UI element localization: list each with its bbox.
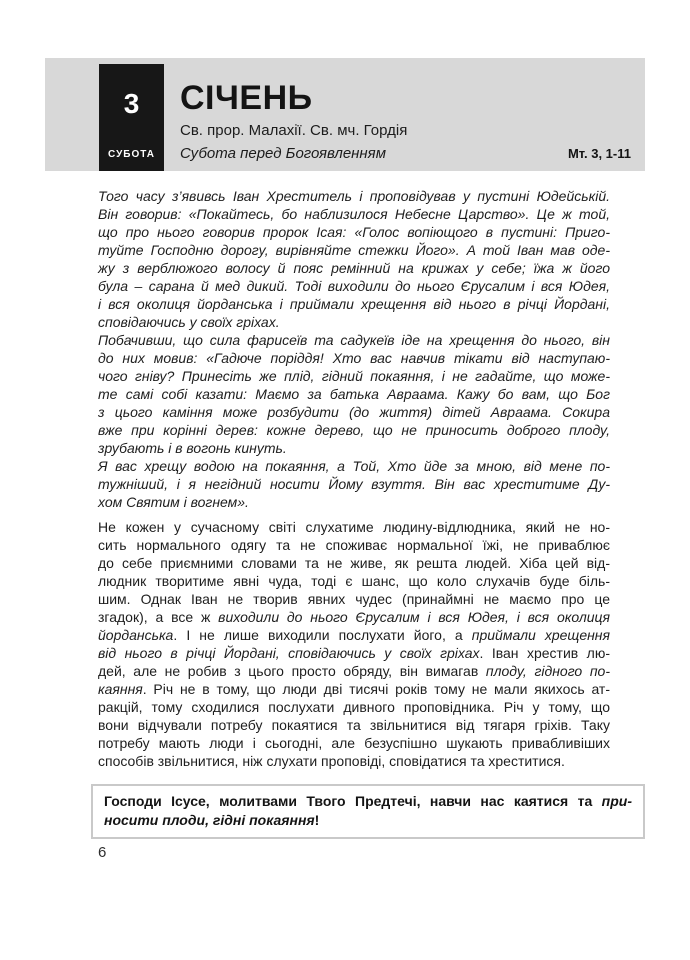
- text-line: хом Святим і вогнем».: [98, 494, 249, 510]
- text-line: сповідаючись у своїх гріхах.: [98, 314, 280, 330]
- text-line: була – сарана й мед дикий. Тоді виходили до нього Єрусалим і вся Юдея,: [98, 278, 610, 294]
- text-line: каяння. Річ не в тому, що люди дві тисячі років тому не мали якихось ат-: [98, 681, 610, 697]
- month-title: СІЧЕНЬ: [180, 79, 313, 117]
- text-line: сить нормального одягу та не споживає нормальної їжі, не приваблює: [98, 537, 610, 553]
- liturgical-row: [180, 144, 637, 164]
- text-line: людник творитиме явні чуда, тоді є шанс, що коло слухачів буде біль-: [98, 573, 610, 589]
- header-title-block: [180, 58, 637, 171]
- text-line: від нього в річці Йордані, сповідаючись у своїх гріхах. Іван хрестив лю-: [98, 645, 610, 661]
- gospel-paragraph-3: [98, 457, 610, 511]
- text-line: йорданська. І не лише виходили послухати його, а приймали хрещення: [98, 627, 610, 643]
- text-line: вже при корінні дерев: кожне дерево, що не приносить доброго плоду,: [98, 422, 610, 438]
- text-line: жу з верблюжого волосу й пояс ремінний на крижах у себе; їжа ж його: [98, 260, 610, 276]
- text-line: і вся околиця йорданська і приймали хрещення від нього в річці Йордані,: [98, 296, 610, 312]
- text-line: тужніший, і я негідний носити Йому взуття. Він вас хреститиме Ду-: [98, 476, 610, 492]
- date-box: [99, 64, 164, 171]
- text-line: Я вас хрещу водою на покаяння, а Той, Хто йде за мною, від мене по-: [98, 458, 610, 474]
- gospel-reading: [98, 187, 610, 511]
- text-line: з цього каміння може розбудити (до життя) дітей Авраама. Сокира: [98, 404, 610, 420]
- day-number: 3: [123, 88, 140, 119]
- text-line: способів звільнитися, ніж слухати проповіді, сповідатися та хреститися.: [98, 753, 565, 769]
- text-line: Господи Ісусе, молитвами Твого Предтечі, навчи нас каятися та при-: [104, 793, 632, 809]
- commentary-text: [98, 518, 610, 770]
- text-line: Він говорив: «Покайтесь, бо наблизилося Небесне Царство». Це ж той,: [98, 206, 610, 222]
- text-line: згадок), а все ж виходили до нього Єрусалим і вся Юдея, і вся околиця: [98, 609, 611, 625]
- gospel-paragraph-1: [98, 187, 610, 331]
- day-header: [45, 58, 645, 171]
- page-body: [98, 187, 610, 770]
- liturgical-day: Субота перед Богоявленням: [180, 145, 386, 162]
- page-number: 6: [98, 844, 107, 861]
- text-line: потребу мають люди і сьогодні, але безуспішно шукають привабливіших: [98, 735, 610, 751]
- text-line: те самі собі казати: Маємо за батька Авраама. Кажу бо вам, що Бог: [98, 386, 610, 402]
- text-line: туйте Господню дорогу, вирівняйте стежки Його». А той Іван мав оде-: [98, 242, 610, 258]
- text-line: дей, але не робив з цього просто обряду, він вимагав плоду, гідного по-: [98, 663, 610, 679]
- day-of-week: СУБОТА: [108, 149, 155, 160]
- prayer-box: [91, 784, 645, 839]
- text-line: Не кожен у сучасному світі слухатиме людину-відлюдника, який не но-: [98, 519, 610, 535]
- gospel-paragraph-2: [98, 331, 610, 457]
- text-line: що про нього говорив пророк Ісая: «Голос вопіющого в пустині: Приго-: [98, 224, 610, 240]
- saints-line: Св. прор. Малахії. Св. мч. Гордія: [180, 122, 408, 139]
- text-line: зрубають і в вогонь кинуть.: [98, 440, 287, 456]
- text-line: шим. Однак Іван не творив явних чудес (принаймні не маємо про це: [98, 591, 610, 607]
- text-line: до себе приємними словами та не живе, як решта людей. Хіба цей від-: [98, 555, 610, 571]
- reading-reference: Мт. 3, 1-11: [567, 146, 631, 161]
- text-line: вони відчували потребу покаятися та звільнитися від тягаря гріхів. Таку: [98, 717, 610, 733]
- text-line: ракцій, тому сходилися послухати дивного проповідника. Річ у тому, що: [98, 699, 610, 715]
- text-line: Побачивши, що сила фарисеїв та садукеїв іде на хрещення до нього, він: [98, 332, 610, 348]
- text-line: чого гніву? Принесіть же плід, гідний покаяння, і не гадайте, що може-: [98, 368, 610, 384]
- text-line: Того часу з’явивсь Іван Хреститель і проповідував у пустині Юдейській.: [98, 188, 610, 204]
- text-line: до них мовив: «Гадюче поріддя! Хто вас навчив тікати від наступаю-: [98, 350, 610, 366]
- text-line: носити плоди, гідні покаяння!: [104, 812, 320, 828]
